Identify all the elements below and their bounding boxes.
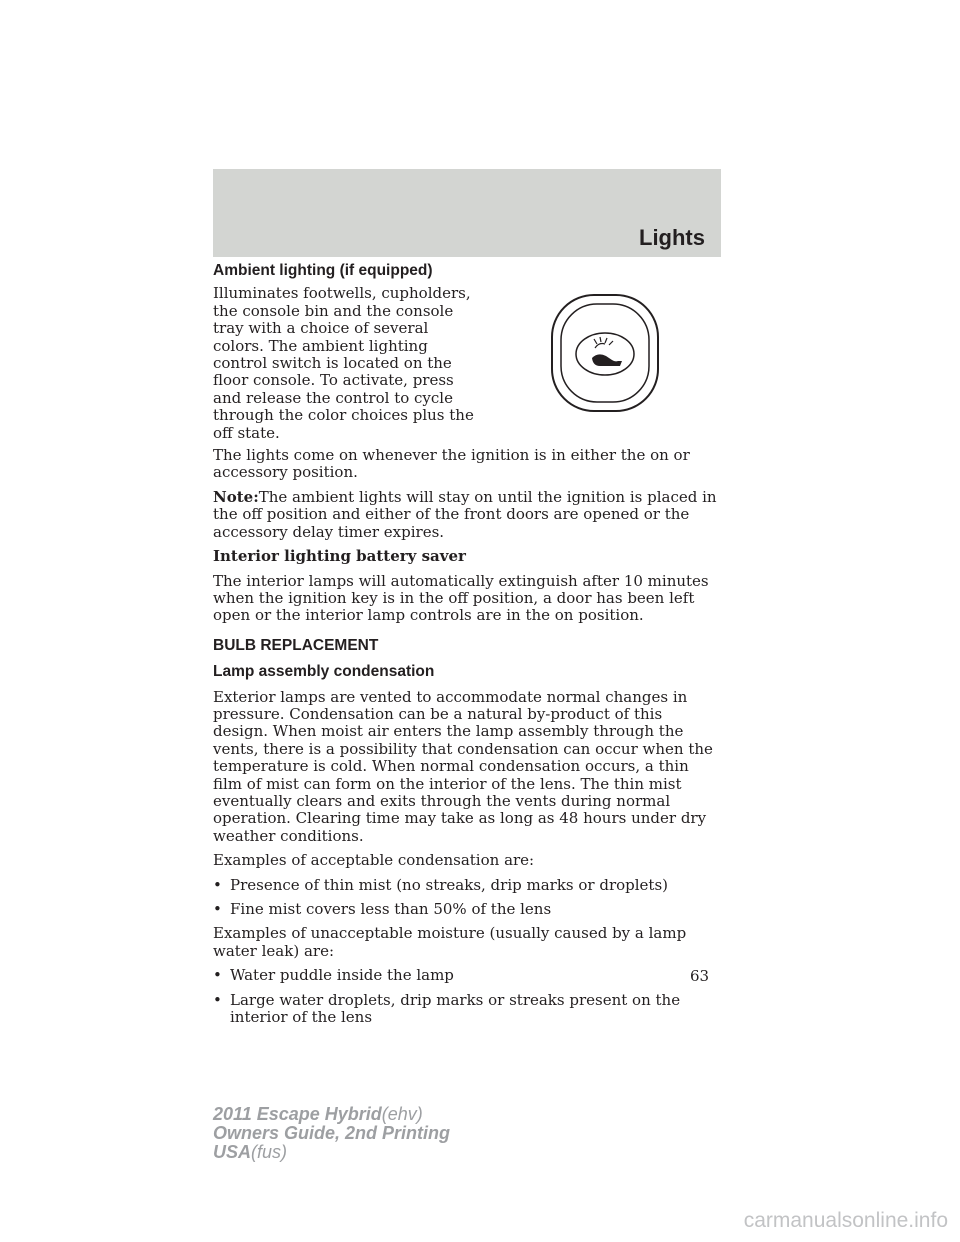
ambient-lighting-switch-icon: [549, 292, 661, 414]
footer-line-1: [213, 1105, 450, 1124]
footer-model-code: (ehv): [381, 1104, 423, 1124]
page-number: 63: [690, 967, 710, 985]
battery-saver-text: The interior lamps will automatically extinguish after 10 minutes when the ignition key is in the off position, a door has been left open or the interior lamp controls are in the on position.: [213, 571, 709, 625]
list-item: [213, 877, 721, 894]
list-item-text: Presence of thin mist (no streaks, drip marks or droplets): [230, 875, 669, 894]
list-item-text: Large water droplets, drip marks or streaks present on the interior of the lens: [230, 990, 681, 1027]
footer-printing-info: [213, 1105, 450, 1162]
ambient-heading: Ambient lighting (if equipped): [213, 262, 433, 279]
bullet-icon: •: [213, 900, 222, 918]
bullet-icon: •: [213, 966, 222, 985]
list-item: [213, 992, 721, 1027]
list-item: [213, 901, 721, 918]
unacceptable-intro: Examples of unacceptable moisture (usually caused by a lamp water leak) are:: [213, 924, 687, 960]
bulb-replacement-heading: BULB REPLACEMENT: [213, 636, 379, 654]
ambient-ignition-text: The lights come on whenever the ignition is in either the on or accessory position.: [213, 446, 690, 482]
list-item: [213, 967, 721, 984]
ambient-note: [213, 489, 721, 541]
section-header-band: [213, 169, 721, 257]
condensation-subheading: Lamp assembly condensation: [213, 663, 435, 681]
section-title: Lights: [639, 225, 705, 250]
acceptable-intro: Examples of acceptable condensation are:: [213, 851, 535, 870]
bullet-icon: •: [213, 990, 222, 1009]
footer-line-2: Owners Guide, 2nd Printing: [213, 1123, 451, 1143]
footer-model: 2011 Escape Hybrid: [213, 1104, 382, 1124]
condensation-paragraph: Exterior lamps are vented to accommodate normal changes in pressure. Condensation can be a natural by-product of this design. When moist air enters the lamp assembly through the vents, there is a possibility that condensation can occur when the temperature is cold. When normal condensation occurs, a thin film of mist can form on the interior of the lens. The thin mist eventually clears and exits through the vents during normal operation. Clearing time may take as long as 48 hours under dry weather conditions.: [213, 687, 713, 845]
footer-market-code: (fus): [251, 1142, 288, 1162]
footer-line-3: [213, 1143, 450, 1162]
page-content: [213, 262, 721, 1033]
ambient-description: Illuminates footwells, cupholders, the console bin and the console tray with a choice of several colors. The ambient lighting control switch is located on the floor console. To activate, press and release the control to cycle through the color choices plus the off state.: [213, 284, 474, 442]
note-label: Note:: [213, 487, 259, 506]
list-item-text: Water puddle inside the lamp: [230, 966, 454, 985]
watermark-link[interactable]: carmanualsonline.info: [743, 1209, 948, 1232]
battery-saver-heading: Interior lighting battery saver: [213, 547, 466, 566]
footer-market: USA: [213, 1142, 252, 1162]
bullet-icon: •: [213, 875, 222, 894]
note-text: The ambient lights will stay on until the ignition is placed in the off position and either of the front doors are opened or the accessory delay timer expires.: [213, 487, 717, 541]
list-item-text: Fine mist covers less than 50% of the lens: [230, 900, 552, 918]
